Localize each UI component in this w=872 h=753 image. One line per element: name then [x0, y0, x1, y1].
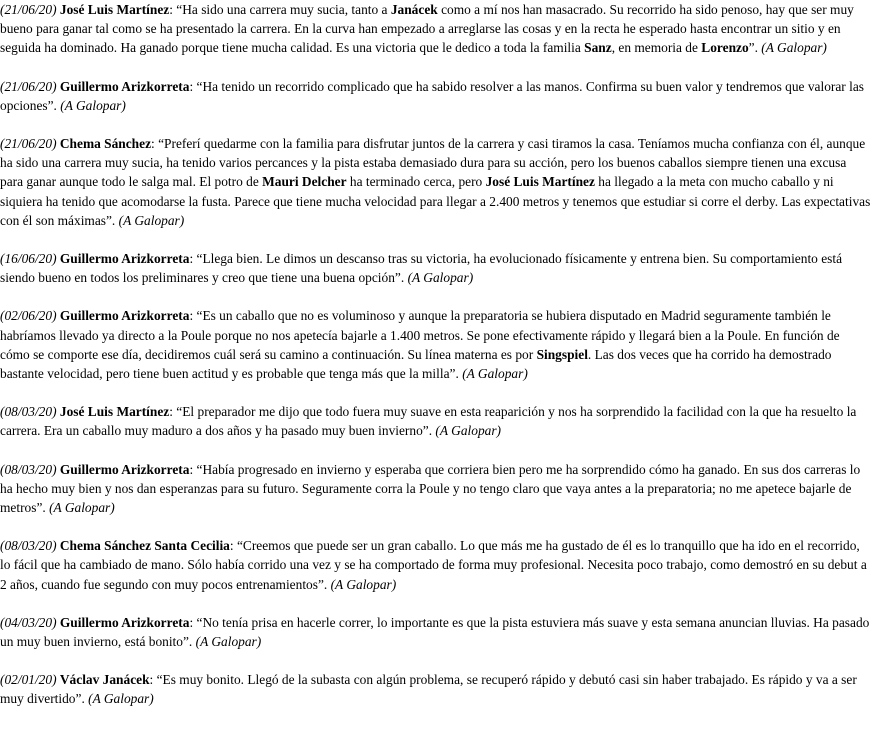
quote-text: : “No tenía prisa en hacerle correr, lo importante es que la pista estuviera más suave y esta semana anuncian lluvias. Ha pasado un muy buen invierno, está bonito”. — [0, 614, 870, 650]
quote-entry — [0, 670, 872, 708]
quote-text: : “Es un caballo que no es voluminoso y aunque la preparatoria se hubiera disputado en Madrid seguramente también le habríamos llevado ya directo a la Poule porque no nos apetecía bajarle a 1.400 metros. Se pone efectivamente rápido y llegará bien a la Poule. En función de cómo se comporte ese día, decidiremos cuál será su camino a continuación. Su línea materna es por — [0, 308, 840, 362]
entry-speaker: Guillermo Arizkorreta — [59, 308, 190, 324]
entry-date: (02/01/20) — [0, 672, 57, 688]
entry-speaker: Guillermo Arizkorreta — [59, 461, 190, 477]
entry-date: (08/03/20) — [0, 404, 57, 420]
entry-source: (A Galopar) — [462, 366, 528, 382]
entry-source: (A Galopar) — [49, 500, 115, 516]
entry-speaker: Guillermo Arizkorreta — [59, 614, 190, 630]
quote-text: : “Ha tenido un recorrido complicado que ha sabido resolver a las manos. Confirma su buen valor y tendremos que valorar las opciones”. — [0, 78, 864, 113]
quote-text: , en memoria de — [611, 40, 702, 56]
entry-speaker: Václav Janácek — [59, 672, 150, 688]
entry-date: (08/03/20) — [0, 461, 57, 477]
entry-date: (21/06/20) — [0, 78, 57, 94]
entry-source: (A Galopar) — [435, 423, 502, 439]
bold-name: José Luis Martínez — [485, 174, 595, 190]
entry-source: (A Galopar) — [88, 691, 154, 707]
entry-date: (21/06/20) — [0, 2, 57, 17]
quote-text: ha llegado a la meta con mucho caballo y ni siquiera ha tenido que acomodarse la fusta. Parece que tiene mucha velocidad para llegar a 2.400 metros y tenemos que estudiar si corre el derby. Las expectativas con él son máximas”. — [0, 174, 871, 228]
quote-entry — [0, 613, 872, 651]
bold-name: Sanz — [584, 40, 612, 56]
entry-date: (21/06/20) — [0, 136, 57, 152]
quote-entry — [0, 77, 872, 115]
entry-speaker: José Luis Martínez — [59, 404, 170, 420]
quote-text: : “El preparador me dijo que todo fuera muy suave en esta reaparición y nos ha sorprendido la facilidad con la que ha resuelto la carrera. Era un caballo muy maduro a dos años y ha pasado muy buen invierno”. — [0, 404, 857, 439]
bold-name: Mauri Delcher — [262, 174, 347, 190]
quote-text: : “Había progresado en invierno y esperaba que corriera bien pero me ha sorprendido cómo ha ganado. En sus dos carreras lo ha hecho muy bien y nos dan esperanzas para su futuro. Seguramente corra la Poule y no tengo claro que vaya antes a la preparatoria; no me apetece bajarle de metros”. — [0, 461, 861, 516]
quote-entry — [0, 134, 872, 230]
entry-source: (A Galopar) — [407, 270, 474, 286]
quote-entry — [0, 402, 872, 440]
entry-date: (16/06/20) — [0, 251, 57, 267]
entry-source: (A Galopar) — [118, 212, 185, 228]
quote-text: como a mí nos han masacrado. Su recorrido ha sido penoso, hay que ser muy bueno para ganar tal como se ha presentado la carrera. En la curva han empezado a arreglarse las cosas y en la recta he esperado hasta encontrar un sitio y en seguida ha dominado. Ha ganado porque tiene mucha calidad. Es una victoria que le dedico a toda la familia — [0, 2, 854, 56]
quote-text: : “Preferí quedarme con la familia para disfrutar juntos de la carrera y casi tiramos la casa. Teníamos mucha confianza con él, aunque ha sido una carrera muy sucia, ha tenido varios percances y la pista estaba demasiado dura para su acción, pero los buenos caballos siempre tienen una excusa para ganar aunque todo le salga mal. El potro de — [0, 136, 866, 190]
entry-speaker: Guillermo Arizkorreta — [59, 251, 190, 267]
entry-source: (A Galopar) — [761, 40, 827, 56]
entry-date: (08/03/20) — [0, 538, 57, 554]
quote-entry — [0, 306, 872, 383]
quote-entry — [0, 460, 872, 518]
entry-date: (02/06/20) — [0, 308, 57, 324]
entry-source: (A Galopar) — [60, 97, 126, 113]
entry-speaker: Chema Sánchez — [59, 136, 152, 152]
entry-speaker: Guillermo Arizkorreta — [59, 78, 190, 94]
bold-name: Janácek — [390, 2, 438, 17]
entry-source: (A Galopar) — [195, 634, 262, 650]
quote-text: : “Es muy bonito. Llegó de la subasta con algún problema, se recuperó rápido y debutó casi sin haber trabajado. Es rápido y va a ser muy divertido”. — [0, 672, 857, 707]
entry-speaker: Chema Sánchez Santa Cecilia — [59, 538, 230, 554]
quote-text: . Las dos veces que ha corrido ha demostrado bastante velocidad, pero tiene buen actitud y es probable que tenga más que la milla”. — [0, 346, 832, 382]
entry-source: (A Galopar) — [330, 576, 397, 592]
quote-entry — [0, 536, 872, 594]
quote-text: : “Llega bien. Le dimos un descanso tras su victoria, ha evolucionado físicamente y entrena bien. Su comportamiento está siendo bueno en todos los preliminares y creo que tiene una buena opción”. — [0, 251, 843, 286]
entry-date: (04/03/20) — [0, 614, 57, 630]
quote-entry — [0, 249, 872, 287]
quote-text: : “Ha sido una carrera muy sucia, tanto a — [169, 2, 391, 17]
quote-text: ”. — [748, 40, 762, 56]
bold-name: Singspiel — [536, 346, 588, 362]
quote-entry — [0, 0, 872, 58]
bold-name: Lorenzo — [701, 40, 749, 56]
entry-speaker: José Luis Martínez — [59, 2, 170, 17]
quote-text: : “Creemos que puede ser un gran caballo. Lo que más me ha gustado de él es lo tranquillo que ha ido en el recorrido, lo fácil que ha cambiado de mano. Sólo había corrido una vez y se ha comportado de forma muy profesional. Necesita poco trabajo, como demostró en su debut a 2 años, cuando fue segundo con muy pocos entrenamientos”. — [0, 538, 867, 592]
quote-text: ha terminado cerca, pero — [346, 174, 486, 190]
